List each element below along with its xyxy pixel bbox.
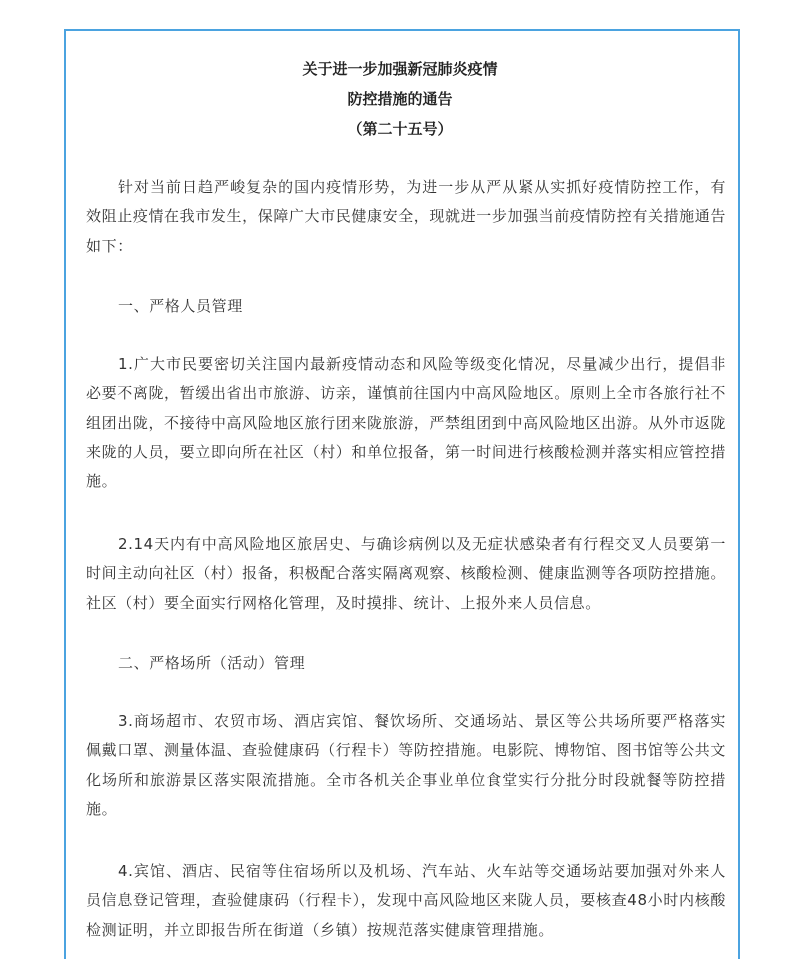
item3-paragraph: 3.商场超市、农贸市场、酒店宾馆、餐饮场所、交通场站、景区等公共场所要严格落实佩戴口罩、测量体温、查验健康码（行程卡）等防控措施。电影院、博物馆、图书馆等公共文化场所和旅游景区落实限流措施。全市各机关企事业单位食堂实行分批分时段就餐等防控措施。 — [86, 712, 726, 818]
intro-paragraph: 针对当前日趋严峻复杂的国内疫情形势，为进一步从严从紧从实抓好疫情防控工作，有效阻止疫情在我市发生，保障广大市民健康安全，现就进一步加强当前疫情防控有关措施通告如下： — [86, 178, 726, 255]
notice-title-line1: 关于进一步加强新冠肺炎疫情 — [302, 60, 498, 78]
item2-paragraph: 2.14天内有中高风险地区旅居史、与确诊病例以及无症状感染者有行程交叉人员要第一时间主动向社区（村）报备，积极配合落实隔离观察、核酸检测、健康监测等各项防控措施。社区（村）要全面实行网格化管理，及时摸排、统计、上报外来人员信息。 — [86, 535, 726, 612]
notice-title-line2: 防控措施的通告 — [347, 90, 453, 108]
section1-heading: 一、严格人员管理 — [118, 297, 243, 315]
section2-heading: 二、严格场所（活动）管理 — [118, 654, 306, 672]
notice-number: （第二十五号） — [347, 120, 453, 138]
item4-paragraph: 4.宾馆、酒店、民宿等住宿场所以及机场、汽车站、火车站等交通场站要加强对外来人员信息登记管理，查验健康码（行程卡），发现中高风险地区来陇人员，要核查48小时内核酸检测证明，并立即报告所在街道（乡镇）按规范落实健康管理措施。 — [86, 862, 726, 939]
item1-paragraph: 1.广大市民要密切关注国内最新疫情动态和风险等级变化情况，尽量减少出行，提倡非必要不离陇，暂缓出省出市旅游、访亲，谨慎前往国内中高风险地区。原则上全市各旅行社不组团出陇，不接待中高风险地区旅行团来陇旅游，严禁组团到中高风险地区出游。从外市返陇来陇的人员，要立即向所在社区（村）和单位报备，第一时间进行核酸检测并落实相应管控措施。 — [86, 355, 726, 491]
